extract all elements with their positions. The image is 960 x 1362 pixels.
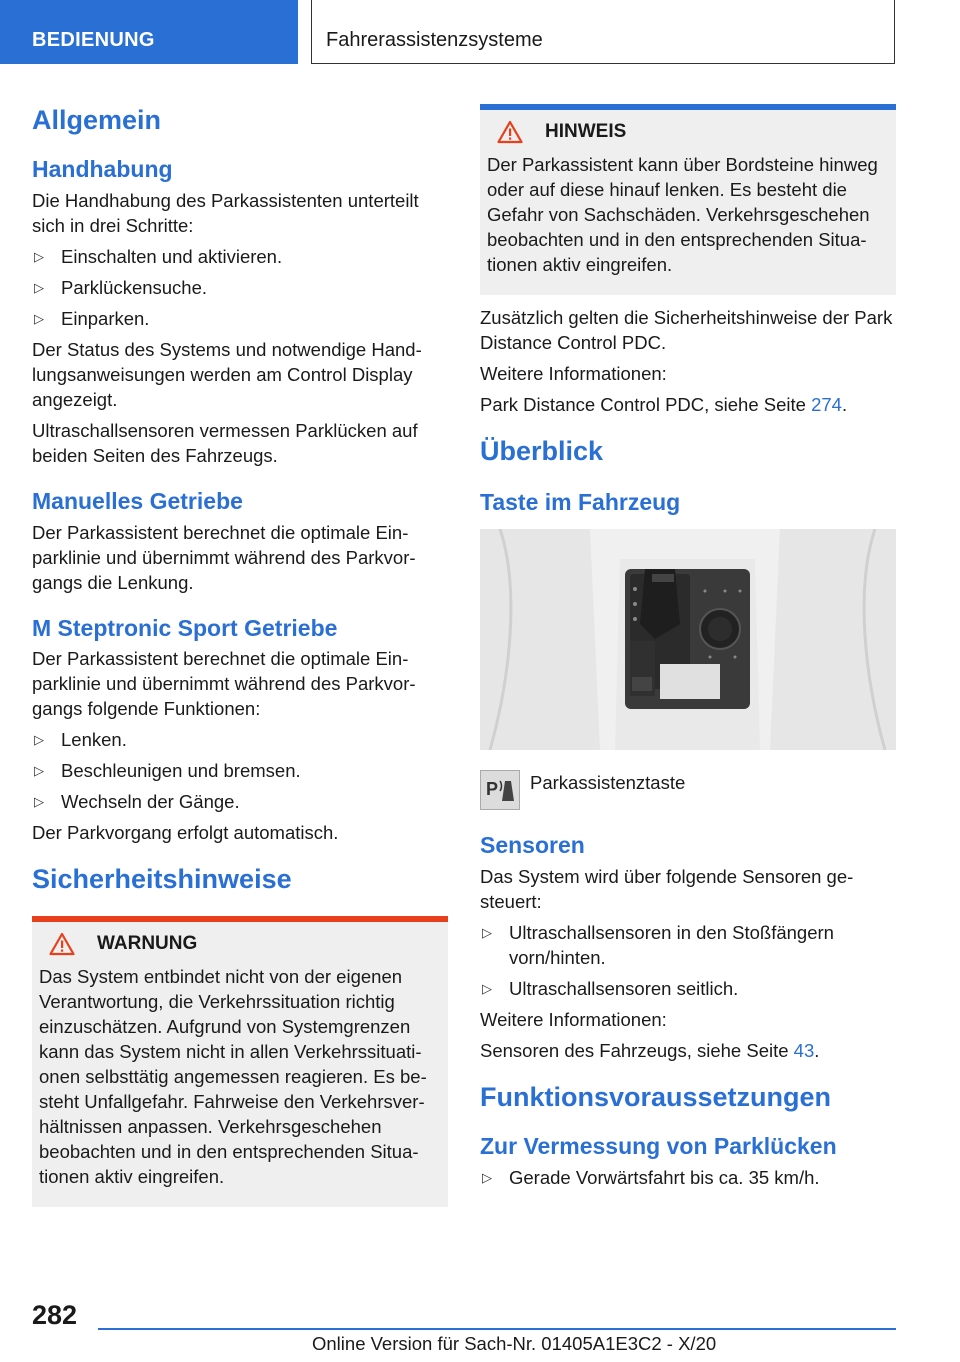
warning-bar <box>32 916 448 922</box>
footer-divider <box>98 1328 896 1330</box>
warning-text: Das System entbindet nicht von der eigenen Verantwortung, die Verkehrssituation richtig einzuschätzen. Aufgrund von Systemgrenzen kann das System nicht in allen Verkehrssituationen selbsttätig angemessen reagieren. Es besteht Unfallgefahr. Fahrweise den Verkehrsverhältnissen anpassen. Verkehrsgeschehen beobachten und in den entsprechenden Situationen aktiv eingreifen. <box>39 965 427 1187</box>
heading-taste-im-fahrzeug: Taste im Fahrzeug <box>480 489 681 516</box>
list-item: ▷ Einparken. <box>34 307 150 329</box>
warning-title: WARNUNG <box>49 932 441 956</box>
paragraph-automatisch: Der Parkvorgang erfolgt automatisch. <box>32 822 339 844</box>
warning-triangle-icon <box>497 120 523 144</box>
paragraph-manuell: Der Parkassistent berechnet die optimale Einparklinie und übernimmt während des Parkvorgangs die Lenkung. <box>32 521 416 593</box>
svg-text:P: P <box>486 778 499 799</box>
heading-steptronic: M Steptronic Sport Getriebe <box>32 614 338 641</box>
warning-box <box>32 916 448 1207</box>
list-item: ▷ Beschleunigen und bremsen. <box>34 760 301 782</box>
parking-assist-icon <box>480 770 520 810</box>
notice-text: Der Parkassistent kann über Bordsteine hinweg oder auf diese hinauf lenken. Es besteht die Gefahr von Sachschäden. Verkehrsgeschehen beobachten und in den entsprechenden Situationen aktiv eingreifen. <box>487 154 878 275</box>
heading-manuelles-getriebe: Manuelles Getriebe <box>32 487 243 514</box>
paragraph-status: Der Status des Systems und notwendige Handlungsanweisungen werden am Control Display angezeigt. <box>32 338 422 410</box>
center-console-illustration <box>480 529 896 750</box>
section-title: BEDIENUNG <box>0 0 298 64</box>
left-column <box>32 96 448 1207</box>
warning-triangle-icon <box>49 932 75 956</box>
notice-box <box>480 104 896 295</box>
caption-text: Parkassistenztaste <box>530 771 686 793</box>
triangle-bullet-icon: ▷ <box>34 763 44 779</box>
paragraph-weitere-info: Weitere Informationen: <box>480 363 667 384</box>
list-item: ▷ Lenken. <box>34 729 127 751</box>
page-header <box>0 0 960 66</box>
steps-list <box>32 244 448 331</box>
page-link-43[interactable]: 43 <box>793 1039 815 1061</box>
functions-list <box>32 727 448 814</box>
triangle-bullet-icon: ▷ <box>34 794 44 810</box>
triangle-bullet-icon: ▷ <box>482 1169 492 1185</box>
heading-allgemein: Allgemein <box>32 105 162 135</box>
right-column <box>480 104 896 1196</box>
heading-funktionsvoraussetzungen: Funktionsvoraussetzungen <box>480 1081 832 1112</box>
page-link-274[interactable]: 274 <box>811 394 842 415</box>
list-item: ▷ Parklückensuche. <box>34 276 208 298</box>
triangle-bullet-icon: ▷ <box>34 310 44 326</box>
paragraph-pdc-reference: Park Distance Control PDC, siehe Seite 274. <box>480 394 848 415</box>
chapter-title: Fahrerassistenzsysteme <box>311 0 895 64</box>
triangle-bullet-icon: ▷ <box>34 248 44 264</box>
paragraph-sensor-reference: Sensoren des Fahrzeugs, siehe Seite 43. <box>480 1039 820 1061</box>
heading-handhabung: Handhabung <box>32 156 173 183</box>
heading-vermessung: Zur Vermessung von Parklücken <box>480 1132 837 1159</box>
paragraph-steptronic: Der Parkassistent berechnet die optimale Einparklinie und übernimmt während des Parkvorgangs folgende Funktionen: <box>32 648 416 720</box>
triangle-bullet-icon: ▷ <box>482 980 492 996</box>
list-item: ▷ Ultraschallsensoren in den Stoßfängern vorn/hinten. <box>482 921 834 968</box>
paragraph-weitere-info-2: Weitere Informationen: <box>480 1008 667 1030</box>
page-number: 282 <box>32 1300 78 1330</box>
icon-caption <box>480 770 896 810</box>
notice-title: HINWEIS <box>497 120 889 144</box>
triangle-bullet-icon: ▷ <box>34 732 44 748</box>
paragraph-handhabung: Die Handhabung des Parkassistenten unterteilt sich in drei Schritte: <box>32 189 419 236</box>
notice-bar <box>480 104 896 110</box>
triangle-bullet-icon: ▷ <box>482 924 492 940</box>
heading-ueberblick: Überblick <box>480 436 604 466</box>
heading-sicherheitshinweise: Sicherheitshinweise <box>32 864 292 895</box>
sensors-list <box>480 920 896 1001</box>
conditions-list <box>480 1165 896 1190</box>
list-item: ▷ Einschalten und aktivieren. <box>34 245 283 267</box>
paragraph-sensoren: Das System wird über folgende Sensoren gesteuert: <box>480 865 854 912</box>
center-console-photo <box>480 529 896 750</box>
paragraph-zusaetzlich: Zusätzlich gelten die Sicherheitshinweise der Park Distance Control PDC. <box>480 307 893 353</box>
list-item: ▷ Wechseln der Gänge. <box>34 791 240 813</box>
paragraph-ultraschall: Ultraschallsensoren vermessen Parklücken auf beiden Seiten des Fahrzeugs. <box>32 419 418 466</box>
heading-sensoren: Sensoren <box>480 831 585 858</box>
list-item: ▷ Ultraschallsensoren seitlich. <box>482 977 739 999</box>
footer-version: Online Version für Sach-Nr. 01405A1E3C2 - X/20 <box>312 1333 717 1354</box>
triangle-bullet-icon: ▷ <box>34 279 44 295</box>
list-item: ▷ Gerade Vorwärtsfahrt bis ca. 35 km/h. <box>482 1166 820 1188</box>
